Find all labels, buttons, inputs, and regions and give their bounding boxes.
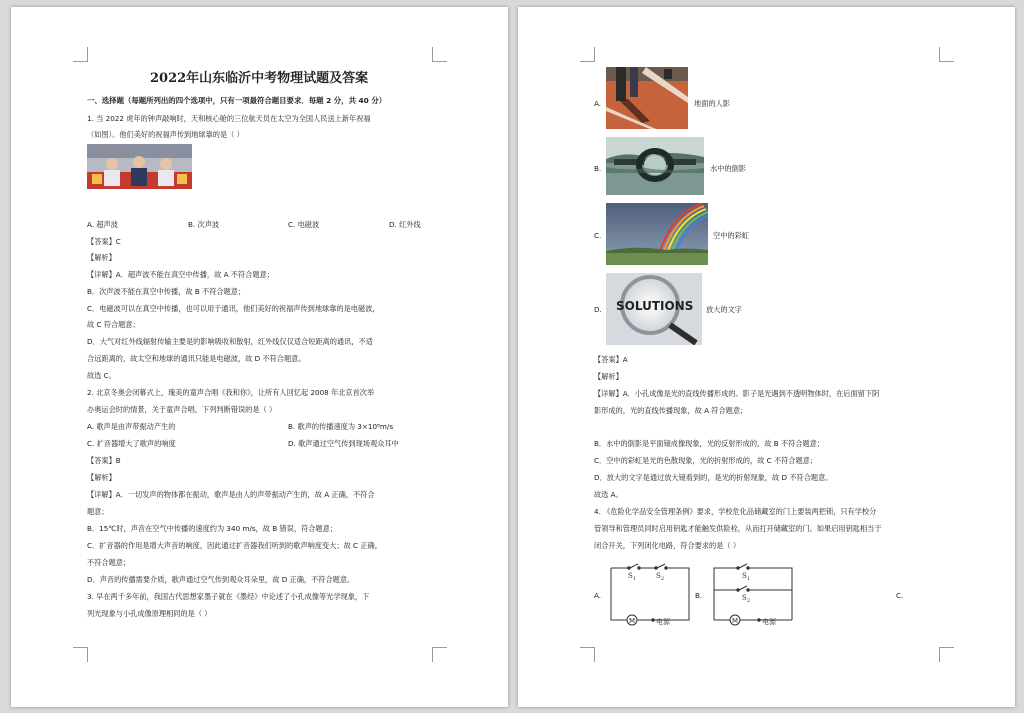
circuit-diagram-a xyxy=(608,560,692,626)
explanation-text: 【详解】A．小孔成像是光的直线传播形成的。影子是光遇到不透明物体时，在后面留下阴 xyxy=(594,389,880,398)
switch-s1-subscript: 1 xyxy=(747,576,751,582)
document-page-left xyxy=(11,7,508,707)
rainbow-photo xyxy=(606,203,708,265)
circuit-option-c-label: C. xyxy=(896,591,904,600)
page-corner-mark xyxy=(73,647,88,662)
page-title: 2022年山东临沂中考物理试题及答案 xyxy=(150,71,369,86)
switch-s1-subscript: 1 xyxy=(633,576,637,582)
question-text: 3. 早在两千多年前，我国古代思想家墨子就在《墨经》中论述了小孔成像等光学现象，下 xyxy=(87,592,370,601)
astronauts-photo xyxy=(87,144,192,189)
switch-s2-subscript: 2 xyxy=(661,576,665,582)
motor-label: M xyxy=(629,617,636,625)
explanation-text: 不符合题意； xyxy=(87,558,131,567)
option-b: B. 歌声的传播速度为 3×10⁸m/s xyxy=(288,422,394,431)
analysis-label: 【解析】 xyxy=(87,253,116,262)
option-a-text: 地面的人影 xyxy=(694,99,730,108)
option-c: C. 电磁波 xyxy=(288,220,320,229)
answer-label: 【答案】C xyxy=(87,237,121,246)
option-b: B. 次声波 xyxy=(188,220,220,229)
answer-label: 【答案】B xyxy=(87,456,121,465)
page-corner-mark xyxy=(73,47,88,62)
explanation-text: C．空中的彩虹是光的色散现象，光的折射形成的，故 C 不符合题意； xyxy=(594,456,818,465)
magnifier-photo xyxy=(606,273,702,345)
explanation-text: C．电磁波可以在真空中传播，也可以用于通讯，他们美好的祝福声传到地球靠的是电磁波， xyxy=(87,304,380,313)
conclusion-text: 故选 A。 xyxy=(594,490,623,499)
option-b-label: B. xyxy=(594,164,602,173)
option-b-text: 水中的倒影 xyxy=(710,164,746,173)
explanation-text: B．水中的倒影是平面镜成像现象，光的反射形成的，故 B 不符合题意； xyxy=(594,439,825,448)
section-heading: 一、选择题（每题所列出的四个选项中，只有一项最符合题目要求．每题 2 分，共 40 分） xyxy=(87,96,387,105)
option-c: C. 扩音器增大了歌声的响度 xyxy=(87,439,176,448)
power-source-label: 电源 xyxy=(656,618,670,626)
switch-s1-label: S xyxy=(628,572,633,580)
page-corner-mark xyxy=(939,47,954,62)
circuit-option-b-label: B. xyxy=(695,591,703,600)
page-corner-mark xyxy=(939,647,954,662)
explanation-text: 故 C 符合题意； xyxy=(87,320,140,329)
explanation-text: D．大气对红外线辐射传输主要是的影响吸收和散射，红外线仅仅适合短距离的通讯，不适 xyxy=(87,337,373,346)
option-a: A. 歌声是由声带振动产生的 xyxy=(87,422,176,431)
circuit-diagram-b xyxy=(710,560,796,626)
conclusion-text: 故选 C。 xyxy=(87,371,116,380)
switch-s2-label: S xyxy=(742,594,747,602)
power-source-label: 电源 xyxy=(762,618,776,626)
option-c-text: 空中的彩虹 xyxy=(713,231,749,240)
option-d: D. 歌声通过空气传到现场观众耳中 xyxy=(288,439,399,448)
question-text: （如图）。他们美好的祝福声传到地球靠的是（ ） xyxy=(87,130,244,139)
question-text: 闭合开关，下列闭化电路，符合要求的是（ ） xyxy=(594,541,741,550)
answer-label: 【答案】A xyxy=(594,355,628,364)
analysis-label: 【解析】 xyxy=(87,473,116,482)
explanation-text: C．扩音器的作用是增大声音的响度，因此通过扩音器我们听到的歌声响度变大；故 C 正确， xyxy=(87,541,382,550)
explanation-text: B．15℃时，声音在空气中传播的速度约为 340 m/s，故 B 错误，符合题意； xyxy=(87,524,337,533)
switch-s1-label: S xyxy=(742,572,747,580)
explanation-text: 题意； xyxy=(87,507,109,516)
option-d-label: D. xyxy=(594,305,602,314)
question-text: 列光现象与小孔成像原理相同的是（ ） xyxy=(87,609,212,618)
option-c-label: C. xyxy=(594,231,602,240)
switch-s2-label: S xyxy=(656,572,661,580)
motor-label: M xyxy=(732,617,739,625)
page-corner-mark xyxy=(580,647,595,662)
option-d: D. 红外线 xyxy=(389,220,421,229)
option-a: A. 超声波 xyxy=(87,220,118,229)
switch-s2-subscript: 2 xyxy=(747,598,751,604)
question-text: 管领导和管理员同时启用钥匙才能触发供险栓，从而打开储藏室的门。如果启用钥匙相当于 xyxy=(594,524,882,533)
question-text: 4. 《危险化学品安全管理条例》要求，学校危化品储藏室的门上要装两把锁，只有学校分 xyxy=(594,507,877,516)
question-text: 办奥运会时的情景，关于童声合唱，下列判断错误的是（ ） xyxy=(87,405,277,414)
explanation-text: B．次声波不能在真空中传播，故 B 不符合题意； xyxy=(87,287,246,296)
analysis-label: 【解析】 xyxy=(594,372,623,381)
circuit-option-a-label: A. xyxy=(594,591,602,600)
explanation-text: 【详解】A．一切发声的物体都在振动，歌声是由人的声带振动产生的，故 A 正确，不符合 xyxy=(87,490,375,499)
shadow-photo xyxy=(606,67,688,129)
explanation-text: D．声音的传播需要介质，歌声通过空气传到观众耳朵里，故 D 正确，不符合题意。 xyxy=(87,575,355,584)
page-corner-mark xyxy=(432,47,447,62)
option-d-text: 放大的文字 xyxy=(706,305,742,314)
explanation-text: 影形成的，光的直线传播现象，故 A 符合题意； xyxy=(594,406,748,415)
explanation-text: 合远距离的，故太空和地球的通讯只能是电磁波，故 D 不符合题意。 xyxy=(87,354,306,363)
question-text: 1. 当 2022 虎年的钟声敲响时，天和核心舱的三位航天员在太空为全国人民送上新年祝福 xyxy=(87,114,371,123)
page-corner-mark xyxy=(432,647,447,662)
page-corner-mark xyxy=(580,47,595,62)
reflection-photo xyxy=(606,137,704,195)
document-page-right xyxy=(518,7,1015,707)
explanation-text: 【详解】A．超声波不能在真空中传播，故 A 不符合题意； xyxy=(87,270,274,279)
explanation-text: D．放大的文字是通过放大镜看到的，是光的折射现象，故 D 不符合题意。 xyxy=(594,473,833,482)
question-text: 2. 北京冬奥会闭幕式上，瑰美的童声合唱《我和你》，让所有人回忆起 2008 年北京首次举 xyxy=(87,388,375,397)
option-a-label: A. xyxy=(594,99,602,108)
magnifier-label: SOLUTIONS xyxy=(616,299,694,313)
